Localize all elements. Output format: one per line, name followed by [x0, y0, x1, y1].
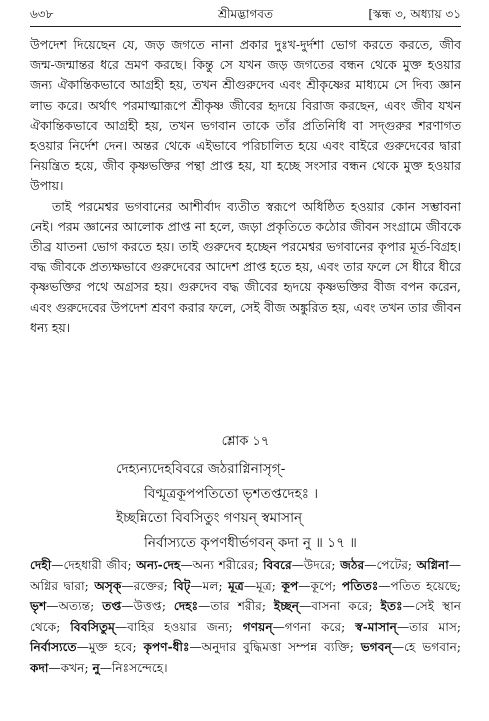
purport-text: [30, 35, 461, 338]
synonym-meaning: অনুদার বুদ্ধিমত্তা সম্পন্ন ব্যক্তি: [201, 640, 350, 655]
synonym-word: গণয়ন্: [242, 619, 273, 634]
synonym-meaning: বাসনা করে: [311, 599, 369, 614]
synonym-word: বিট্: [173, 578, 191, 593]
verse-line: ইচ্ছন্নিতো বিবসিতুং গণয়ন্ স্বমাসান্: [116, 510, 303, 526]
synonym-meaning: মুক্ত হবে: [88, 640, 133, 655]
synonym-word: ইতঃ: [380, 599, 403, 614]
synonym-word: কৃপণ-ধীঃ: [143, 640, 190, 655]
synonym-word: বিবরে: [263, 558, 292, 572]
synonym-word: ইচ্ছন্: [273, 599, 300, 614]
synonym-meaning: দেহধারী জীব: [63, 558, 128, 572]
synonym-word: স্ব-মাসান্: [355, 619, 397, 634]
synonym-meaning: তার মাস: [409, 619, 457, 634]
synonym-word: তপ্ত: [102, 599, 122, 614]
synonym-meaning: বাহির হওয়ার জন্য: [127, 619, 229, 634]
book-title: শ্রীমদ্ভাগবত: [217, 7, 273, 21]
synonym-meaning: পতিত হয়েছে: [390, 578, 457, 593]
synonym-word: অসৃক্: [94, 578, 122, 593]
synonym-word: পতিতঃ: [341, 578, 379, 593]
synonym-meaning: নিঃসন্দেহে: [111, 660, 164, 675]
header-divider: [30, 26, 461, 27]
page-number: ৬৩৮: [30, 7, 54, 21]
page-header: [30, 6, 461, 26]
synonym-meaning: রক্তের: [133, 578, 164, 593]
synonym-meaning: সেই স্থান থেকে: [30, 599, 462, 634]
synonym-meaning: কখন: [60, 660, 85, 675]
synonym-word: নির্বাস্যতে: [30, 640, 77, 655]
synonym-word: মূত্র: [228, 578, 244, 593]
synonym-word: দেহী: [30, 558, 52, 572]
synonym-meaning: অত্যন্ত: [58, 599, 91, 614]
verse-block: [30, 432, 461, 555]
verse-line: বিণ্মূত্রকূপপতিতো ভৃশতপ্তদেহঃ ।: [144, 485, 319, 502]
synonym-meaning: উদরে: [303, 558, 332, 572]
synonym-word: ভৃশ: [30, 599, 47, 614]
synonym-meaning: কূপে: [310, 578, 333, 593]
word-synonyms: দেহী—দেহধারী জীব; অন্য-দেহ—অন্য শরীরের; বিবরে—উদরে; জঠর—পেটের; অগ্নিনা—অগ্নির দ্বারা; অসৃক্—রক্তের; বিট্—মল; মূত্র—মূত্র; কূপ—কূপে; পতিতঃ—পতিত হয়েছে; ভৃশ—অত্যন্ত; তপ্ত—উত্তপ্ত; দেহঃ—তার শরীর; ইচ্ছন্—বাসনা করে; ইতঃ—সেই স্থান থেকে; বিবসিতুম্—বাহির হওয়ার জন্য; গণয়ন্—গণনা করে; স্ব-মাসান্—তার মাস; নির্বাস্যতে—মুক্ত হবে; কৃপণ-ধীঃ—অনুদার বুদ্ধিমত্তা সম্পন্ন ব্যক্তি; ভগবন্—হে ভগবান; কদা—কখন; নু—নিঃসন্দেহে।: [30, 558, 462, 675]
synonym-meaning: তার শরীর: [210, 599, 262, 614]
synonym-meaning: হে ভগবান: [404, 640, 457, 655]
synonym-meaning: অগ্নির দ্বারা: [30, 578, 85, 593]
synonym-word: বিবসিতুম্: [70, 619, 115, 634]
synonym-word: অগ্নিনা: [416, 558, 449, 572]
synonym-word: কূপ: [281, 578, 299, 593]
synonym-word: দেহঃ: [173, 599, 199, 614]
synonym-meaning: গণনা করে: [284, 619, 342, 634]
verse-title: শ্লোক ১৭: [221, 434, 270, 449]
synonym-meaning: অন্য শরীরের: [192, 558, 255, 572]
synonym-word: জঠর: [340, 558, 365, 572]
verse-line: দেহ্যন্যদেহবিবরে জঠরাগ্নিনাসৃগ্-: [116, 461, 286, 477]
synonym-meaning: মল: [202, 578, 219, 593]
synonym-word: ভগবন্: [360, 640, 392, 655]
chapter-reference: [স্কন্ধ ৩, অধ্যায় ৩১: [368, 7, 461, 21]
synonym-word: নু: [92, 660, 100, 675]
paragraph: তাই পরমেশ্বর ভগবানের আশীর্বাদ ব্যতীত স্বরূপে অধিষ্ঠিত হওয়ার কোন সম্ভাবনা নেই। পরম জ্ঞানের আলোক প্রাপ্ত না হলে, জড়া প্রকৃতিতে কঠোর জীবন সংগ্রামে জীবকে তীব্র যাতনা ভোগ করতে হয়। তাই গুরুদেব হচ্ছেন পরমেশ্বর ভগবানের কৃপার মূর্ত-বিগ্রহ। বদ্ধ জীবকে প্রত্যক্ষভাবে গুরুদেবের আদেশ প্রাপ্ত হতে হয়, এবং তার ফলে সে ধীরে ধীরে কৃষ্ণভক্তির পথে অগ্রসর হয়। গুরুদেব বদ্ধ জীবের হৃদয়ে কৃষ্ণভক্তির বীজ বপন করেন, এবং গুরুদেবের উপদেশ শ্রবণ করার ফলে, সেই বীজ অঙ্কুরিত হয়, এবং তখন তার জীবন ধন্য হয়।: [30, 198, 461, 335]
synonym-meaning: মূত্র: [256, 578, 272, 593]
synonym-word: কদা: [30, 660, 49, 675]
synonym-meaning: পেটের: [376, 558, 408, 572]
synonym-meaning: উত্তপ্ত: [133, 599, 162, 614]
synonym-word: অন্য-দেহ: [136, 558, 181, 572]
verse-line: নির্বাস্যতে কৃপণধীর্ভগবন্ কদা নু ॥ ১৭ ॥: [144, 534, 357, 551]
paragraph: উপদেশ দিয়েছেন যে, জড় জগতে নানা প্রকার দুঃখ-দুর্দশা ভোগ করতে করতে, জীব জন্ম-জন্মান্তর ধরে ভ্রমণ করছে। কিন্তু সে যখন জড় জগতের বন্ধন থেকে মুক্ত হওয়ার জন্য ঐকান্তিকভাবে আগ্রহী হয়, তখন শ্রীগুরুদেব এবং শ্রীকৃষ্ণের মাধ্যমে সে দিব্য জ্ঞান লাভ করে। অর্থাৎ পরমাত্মারূপে শ্রীকৃষ্ণ জীবের হৃদয়ে বিরাজ করছেন, এবং জীব যখন ঐকান্তিকভাবে আগ্রহী হয়, তখন ভগবান তাকে তাঁর প্রতিনিধি বা সদ্গুরুর শরণাগত হওয়ার নির্দেশ দেন। অন্তর থেকে এইভাবে পরিচালিত হয়ে এবং বাইরে গুরুদেবের দ্বারা নিয়ন্ত্রিত হয়ে, জীব কৃষ্ণভক্তির পন্থা প্রাপ্ত হয়, যা হচ্ছে সংসার বন্ধন থেকে মুক্ত হওয়ার উপায়।: [30, 37, 461, 194]
